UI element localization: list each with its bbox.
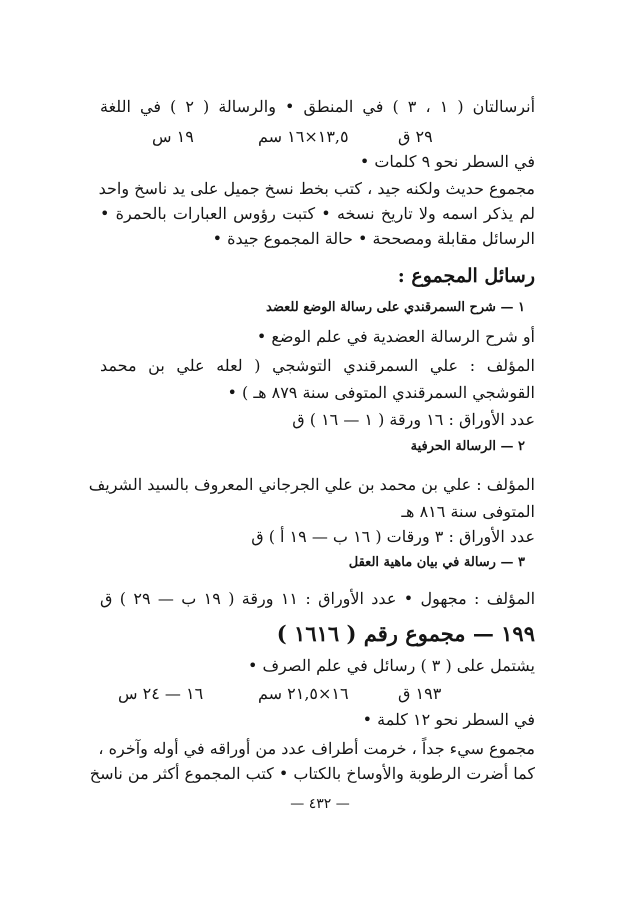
leaves-count: ٢٩ ق <box>398 127 433 146</box>
dimensions: ١٦×٢١,٥ سم <box>258 684 349 703</box>
author-line: المؤلف : مجهول • عدد الأوراق : ١١ ورقة ( ١٩ ب — ٢٩ ) ق <box>100 589 536 608</box>
text-line: كما أضرت الرطوبة والأوساخ بالكتاب • كتب المجموع أكثر من ناسخ <box>89 764 535 783</box>
leaves-line: عدد الأوراق : ١٦ ورقة ( ١ — ١٦ ) ق <box>292 410 535 429</box>
text-line: أنرسالتان ( ١ ، ٣ ) في المنطق • والرسالة ( ٢ ) في اللغة <box>100 97 536 116</box>
lines-count: ١٩ س <box>152 127 194 146</box>
text-line: في السطر نحو ٩ كلمات • <box>359 152 535 171</box>
text-line: القوشجي السمرقندي المتوفى سنة ٨٧٩ هـ ) • <box>227 383 535 402</box>
text-line: مجموع حديث ولكنه جيد ، كتب بخط نسخ جميل على يد ناسخ واحد <box>98 179 535 198</box>
text-line: المتوفى سنة ٨١٦ هـ <box>401 502 535 521</box>
treatise-title: ١ — شرح السمرقندي على رسالة الوضع للعضد <box>266 300 525 315</box>
text-line: الرسائل مقابلة ومصححة • حالة المجموع جيدة • <box>212 229 535 248</box>
treatise-title: ٣ — رسالة في بيان ماهية العقل <box>348 555 525 570</box>
treatise-title: ٢ — الرسالة الحرفية <box>410 439 525 454</box>
dimensions: ١٣,٥×١٦ سم <box>258 127 349 146</box>
section-heading: رسائل المجموع : <box>397 265 535 287</box>
text-line: مجموع سيء جداً ، خرمت أطراف عدد من أوراقه في أوله وآخره ، <box>98 739 535 758</box>
text-line: في السطر نحو ١٢ كلمة • <box>362 710 535 729</box>
text-line: أو شرح الرسالة العضدية في علم الوضع • <box>256 327 535 346</box>
author-line: المؤلف : علي بن محمد بن علي الجرجاني المعروف بالسيد الشريف <box>88 475 535 494</box>
text-line: لم يذكر اسمه ولا تاريخ نسخه • كتبت رؤوس العبارات بالحمرة • <box>100 204 535 223</box>
text-line: يشتمل على ( ٣ ) رسائل في علم الصرف • <box>247 656 535 675</box>
lines-count: ١٦ — ٢٤ س <box>118 684 204 703</box>
page-number: — ٤٣٢ — <box>290 796 350 812</box>
author-line: المؤلف : علي السمرقندي التوشجي ( لعله علي بن محمد <box>100 356 535 375</box>
leaves-line: عدد الأوراق : ٣ ورقات ( ١٦ ب — ١٩ أ ) ق <box>251 527 535 546</box>
leaves-count: ١٩٣ ق <box>398 684 442 703</box>
collection-heading: ١٩٩ — مجموع رقم ( ١٦١٦ ) <box>276 621 535 646</box>
